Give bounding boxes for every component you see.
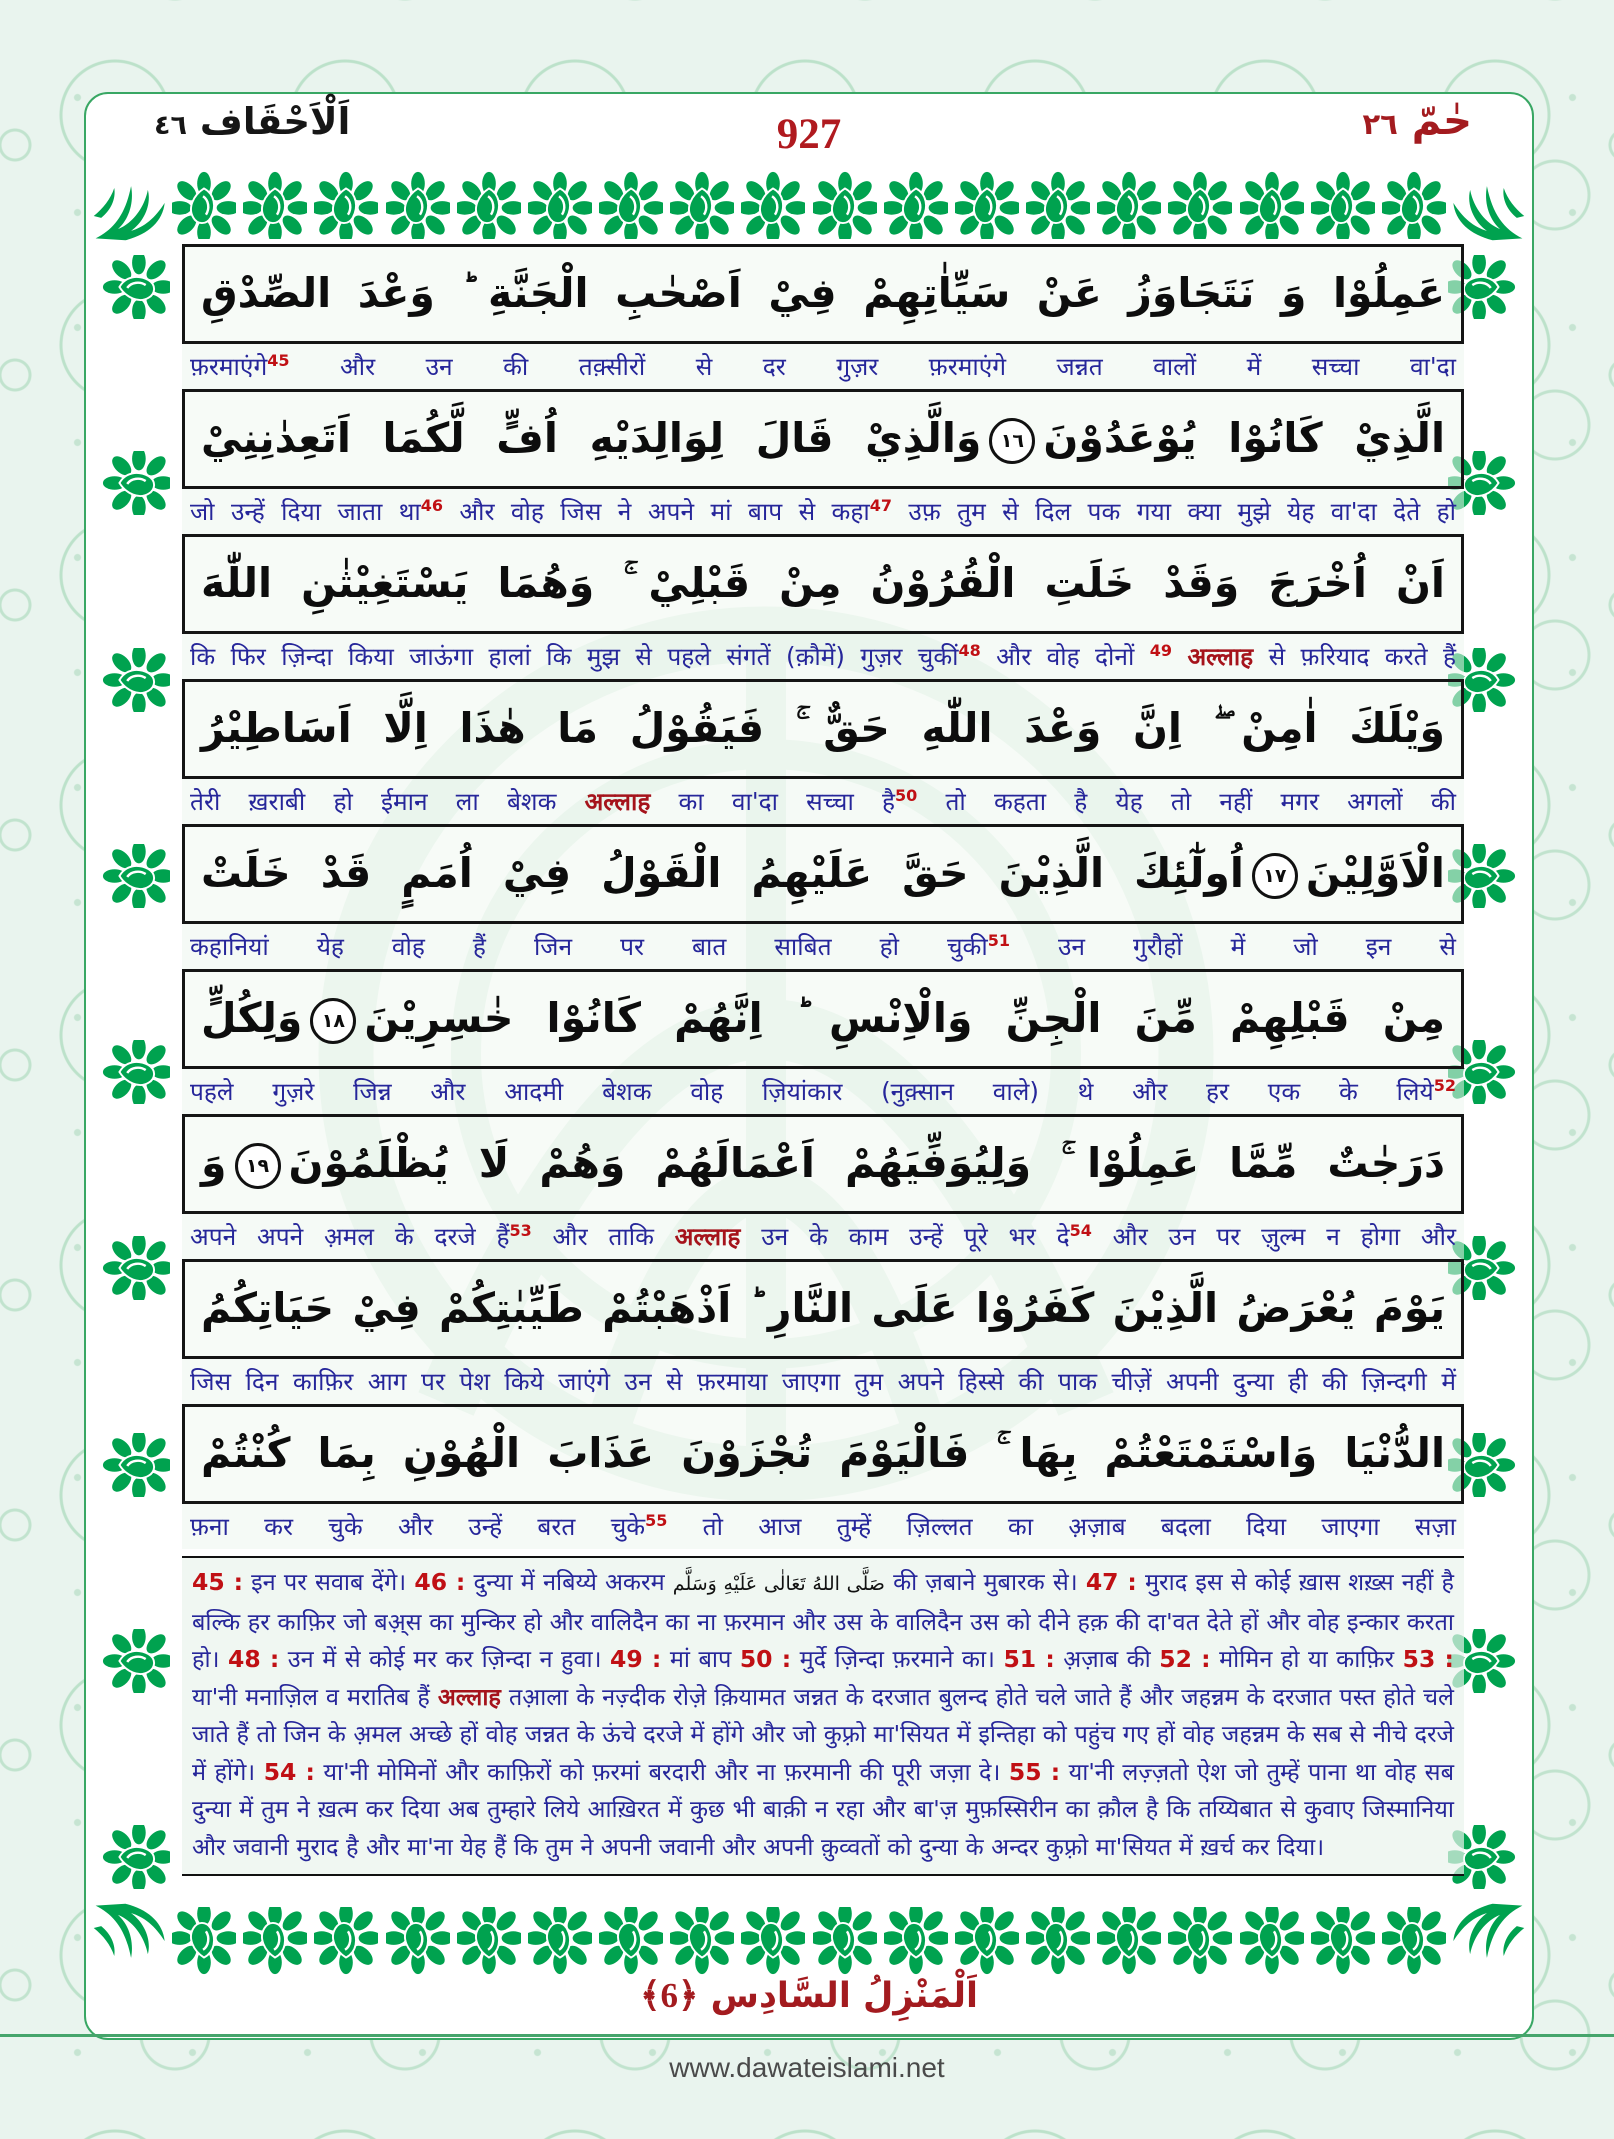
text-run: फ़रमाएंगे [190, 352, 268, 381]
text-run: يَوْمَ يُعْرَضُ الَّذِيْنَ كَفَرُوْا عَلَى النَّارِ ؕ اَذْهَبْتُمْ طَيِّبٰتِكُمْ فِيْ حَيَاتِكُمُ [201, 1284, 1445, 1332]
text-run: उन के काम उन्हें पूरे भर दे [740, 1222, 1070, 1251]
text-run: उन में से कोई मर कर ज़िन्दा न हुवा। [279, 1645, 611, 1673]
text-run: जिस दिन काफ़िर आग पर पेश किये जाएंगे उन से फ़रमाया जाएगा तुम अपने हिस्से की पाक चीज़ें अपनी दुन्या ही की ज़िन्दगी में [190, 1367, 1456, 1396]
footnote-number: 53 : [1402, 1645, 1454, 1673]
allah-word: अल्लाह [437, 1682, 501, 1711]
footnote-reference-superscript: 46 [420, 495, 443, 515]
text-run: وَيْلَكَ اٰمِنْ ۖ اِنَّ وَعْدَ اللّٰهِ حَقٌّ ۚ فَيَقُوْلُ مَا هٰذَا اِلَّا اَسَاطِيْرُ [201, 704, 1445, 752]
footnote-reference-superscript: 48 [958, 640, 981, 660]
text-run: और वोह दोनों [980, 642, 1150, 671]
surah-name: اَلْاَحْقَاف [199, 100, 351, 143]
paisley-ornament-icon [100, 255, 170, 319]
manzil-arabic: اَلْمَنْزِلُ السَّادِس [710, 1976, 979, 2016]
footer-divider-line [0, 2034, 1614, 2037]
website-url: www.dawateislami.net [669, 2052, 945, 2083]
footnote-number: 54 : [263, 1757, 315, 1786]
footnote-reference-superscript: 49 [1149, 640, 1173, 660]
text-run: और ताकि [531, 1222, 675, 1251]
text-run: का वा'दा सच्चा है [650, 787, 896, 816]
allah-word: अल्लाह [1187, 642, 1254, 671]
text-run: की ज़बाने मुबारक से। [884, 1568, 1086, 1596]
text-run: और उन की तक़्सीरों से दर गुज़र फ़रमाएंगे जन्नत वालों में सच्चा वा'दा [289, 352, 1456, 381]
juz-number: ٢٦ [1362, 107, 1398, 141]
paisley-ornament-icon [1026, 169, 1090, 239]
paisley-ornament-icon [741, 1907, 805, 1977]
paisley-ornament-icon [100, 1629, 170, 1693]
verse-number-medallion: ١٨ [310, 998, 356, 1044]
hindi-translation-band [182, 924, 1464, 969]
arabic-verse-band [182, 679, 1464, 779]
text-run: तेरी ख़राबी हो ईमान ला बेशक [190, 787, 585, 816]
footnote-number: 47 : [1085, 1568, 1137, 1596]
corner-flourish-icon [1444, 1900, 1528, 1984]
footnote-number: 45 : [192, 1568, 243, 1596]
text-run: अ़ज़ाब की [1054, 1645, 1160, 1673]
paisley-ornament-icon [386, 169, 450, 239]
text-run: उफ़ तुम से दिल पक गया क्या मुझे येह वा'दा देते हो [891, 497, 1457, 526]
corner-flourish-icon [1444, 160, 1528, 244]
paisley-ornament-icon [100, 648, 170, 712]
text-run: وَ [201, 1139, 227, 1187]
paisley-ornament-icon [670, 1907, 734, 1977]
paisley-ornament-icon [172, 169, 236, 239]
paisley-ornament-icon [670, 169, 734, 239]
verse-number-medallion: ١٧ [1252, 853, 1298, 899]
text-run: الدُّنْيَا وَاسْتَمْتَعْتُمْ بِهَا ۚ فَالْيَوْمَ تُجْزَوْنَ عَذَابَ الْهُوْنِ بِمَا كُنْتُمْ [201, 1429, 1445, 1477]
paisley-ornament-icon [172, 1907, 236, 1977]
leaf-spray-icon [90, 160, 174, 244]
paisley-ornament-icon [884, 1907, 948, 1977]
paisley-ornament-icon [100, 1433, 170, 1497]
text-run: اَنْ اُخْرَجَ وَقَدْ خَلَتِ الْقُرُوْنُ مِنْ قَبْلِيْ ۚ وَهُمَا يَسْتَغِيْثٰنِ اللّٰهَ [201, 559, 1445, 607]
footnote-number: 51 : [1003, 1645, 1055, 1673]
text-run [1172, 642, 1187, 671]
text-run: عَمِلُوْا وَ نَتَجَاوَزُ عَنْ سَيِّاٰتِهِمْ فِيْ اَصْحٰبِ الْجَنَّةِ ؕ وَعْدَ الصِّدْقِ [201, 269, 1445, 317]
arabic-verse-band [182, 244, 1464, 344]
paisley-ornament-icon [386, 1907, 450, 1977]
paisley-ornament-icon [741, 169, 805, 239]
paisley-ornament-icon [457, 169, 521, 239]
hindi-translation-band [182, 489, 1464, 534]
footnote-reference-superscript: 45 [267, 350, 290, 370]
footnote-reference-superscript: 51 [987, 930, 1010, 950]
paisley-ornament-icon [599, 1907, 663, 1977]
footnote-reference-superscript: 55 [645, 1510, 668, 1530]
paisley-ornament-icon [1382, 1907, 1446, 1977]
text-run: मुर्दे ज़िन्दा फ़रमाने का। [791, 1645, 1004, 1673]
paisley-ornament-icon [1311, 169, 1375, 239]
paisley-ornament-icon [1240, 1907, 1304, 1977]
footnotes-block [182, 1556, 1464, 1876]
leaf-spray-icon [1444, 1900, 1528, 1984]
hindi-translation-band [182, 1069, 1464, 1114]
paisley-ornament-icon [528, 169, 592, 239]
paisley-ornament-icon [884, 169, 948, 239]
text-run: मुराद इस से कोई ख़ास शख़्स नहीं है बल्कि हर काफ़िर जो बअ़्स का मुन्किर हो और वालिदैन का ना फ़रमान और उस के वालिदैन उस को दीने हक़ की दा'वत देते हों और वोह इन्कार करता हो। [192, 1568, 1454, 1673]
text-run: मां बाप [661, 1645, 740, 1673]
paisley-ornament-icon [599, 169, 663, 239]
text-run: तो आज तुम्हें ज़िल्लत का अ़ज़ाब बदला दिया जाएगा सज़ा [667, 1512, 1456, 1541]
text-run: اُولٰٓئِكَ الَّذِيْنَ حَقَّ عَلَيْهِمُ الْقَوْلُ فِيْ اُمَمٍ قَدْ خَلَتْ [201, 849, 1244, 897]
manzil-number: ﴿6﴾ [639, 1976, 699, 2015]
text-run: इन पर सवाब देंगे। [242, 1568, 415, 1596]
hindi-translation-band [182, 779, 1464, 824]
text-run: الَّذِيْ كَانُوْا يُوْعَدُوْنَ [1043, 414, 1445, 462]
paisley-ornament-icon [1026, 1907, 1090, 1977]
corner-flourish-icon [90, 160, 174, 244]
paisley-ornament-icon [1311, 1907, 1375, 1977]
footnote-reference-superscript: 54 [1069, 1220, 1092, 1240]
page-number: 927 [776, 111, 842, 158]
paisley-ornament-icon [1097, 169, 1161, 239]
arabic-verse-band [182, 824, 1464, 924]
juz-name: حٰمّ [1411, 98, 1472, 144]
manzil-label [86, 1976, 1532, 2016]
footnote-number: 55 : [1008, 1757, 1061, 1786]
text-run: तआ़ला के नज़्दीक रोज़े क़ियामत जन्नत के दरजात बुलन्द होते चले जाते हैं और जहन्नम के दरजात पस्त होते चले जाते हैं तो जिन के अ़मल अच्छे हों वोह जन्नत के ऊंचे दरजे में होंगे और जो कुफ़्रो मा'सियत में इन्तिहा को पहुंच गए हों वोह जहन्नम के सब से नीचे दरजे में होंगे। [192, 1682, 1454, 1786]
arabic-verse-band [182, 534, 1464, 634]
arabic-verse-band [182, 1259, 1464, 1359]
paisley-ornament-icon [1097, 1907, 1161, 1977]
text-run: कहानियां येह वोह हैं जिन पर बात साबित हो चुकी [190, 932, 988, 961]
verse-rows [182, 244, 1464, 1876]
hindi-translation-band [182, 1359, 1464, 1404]
hindi-translation-band [182, 344, 1464, 389]
verse-number-medallion: ١٦ [989, 418, 1035, 464]
text-run: अपने अपने अ़मल के दरजे हैं [190, 1222, 510, 1251]
paisley-ornament-icon [314, 169, 378, 239]
footnote-reference-superscript: 53 [509, 1220, 532, 1240]
paisley-ornament-icon [1240, 169, 1304, 239]
leaf-spray-icon [90, 1900, 174, 1984]
footnote-number: 46 : [414, 1568, 466, 1596]
text-run: या'नी लज़्ज़तो ऐश जो तुम्हें पाना था वोह सब दुन्या में तुम ने ख़त्म कर दिया अब तुम्हारे लिये आख़िरत में कुछ भी बाक़ी न रहा और बा'ज़ मुफ़स्सिरीन का क़ौल है कि तय्यिबात से कुवाए जिस्मानिया और जवानी मुराद है और मा'ना येह हैं कि तुम ने अपनी जवानी और अपनी क़ुव्वतों को दुन्या के अन्दर कुफ़्रो मा'सियत में ख़र्च कर दिया। [192, 1757, 1454, 1861]
arabic-verse-band [182, 1114, 1464, 1214]
page-card [84, 92, 1534, 2040]
text-run: دَرَجٰتٌ مِّمَّا عَمِلُوْا ۚ وَلِيُوَفِّيَهُمْ اَعْمَالَهُمْ وَهُمْ لَا يُظْلَمُوْنَ [288, 1139, 1445, 1187]
ornament-border-top [172, 168, 1446, 240]
text-run: या'नी मनाज़िल व मरातिब हैं [192, 1682, 438, 1711]
hindi-translation-band [182, 1504, 1464, 1549]
paisley-ornament-icon [100, 1236, 170, 1300]
text-run: कि फिर ज़िन्दा किया जाऊंगा हालां कि मुझ से पहले संगतें (क़ौमें) गुज़र चुकीं [190, 642, 959, 671]
footnote-number: 50 : [739, 1645, 792, 1673]
paisley-ornament-icon [955, 1907, 1019, 1977]
paisley-ornament-icon [100, 844, 170, 908]
hindi-translation-band [182, 634, 1464, 679]
paisley-ornament-icon [1382, 169, 1446, 239]
text-run: और उन पर ज़ुल्म न होगा और [1091, 1222, 1456, 1251]
paisley-ornament-icon [813, 169, 877, 239]
hindi-translation-band [182, 1214, 1464, 1259]
text-run: से फ़रियाद करते हैं [1253, 642, 1456, 671]
footnote-number: 48 : [227, 1645, 280, 1673]
text-run: दुन्या में नबिय्ये अकरम [465, 1568, 673, 1596]
inline-arabic-salutation: صَلَّى اللهُ تَعَالٰى عَلَيْهِ وَسَلَّم [672, 1573, 885, 1595]
arabic-verse-band [182, 1404, 1464, 1504]
text-run: الْاَوَّلِيْنَ [1305, 849, 1445, 897]
paisley-ornament-icon [457, 1907, 521, 1977]
paisley-ornament-icon [100, 1825, 170, 1889]
text-run: उन गुरौहों में जो इन से [1009, 932, 1456, 961]
footnote-reference-superscript: 47 [869, 495, 892, 515]
paisley-ornament-icon [100, 1040, 170, 1104]
text-run: وَلِكُلٍّ [201, 994, 303, 1042]
footnote-number: 49 : [610, 1645, 662, 1673]
footnote-reference-superscript: 52 [1433, 1075, 1456, 1095]
leaf-spray-icon [1444, 160, 1528, 244]
footnote-number: 52 : [1159, 1645, 1211, 1673]
paisley-ornament-icon [314, 1907, 378, 1977]
verse-number-medallion: ١٩ [235, 1143, 281, 1189]
text-run: तो कहता है येह तो नहीं मगर अगलों की [917, 787, 1456, 816]
corner-flourish-icon [90, 1900, 174, 1984]
text-run: जो उन्हें दिया जाता था [190, 497, 421, 526]
arabic-verse-band [182, 389, 1464, 489]
text-run: مِنْ قَبْلِهِمْ مِّنَ الْجِنِّ وَالْاِنْسِ ؕ اِنَّهُمْ كَانُوْا خٰسِرِيْنَ [364, 994, 1445, 1042]
paisley-ornament-icon [1168, 1907, 1232, 1977]
surah-number: ٤٦ [154, 110, 187, 141]
ornament-border-bottom [172, 1906, 1446, 1978]
juz-mark [1362, 98, 1472, 144]
paisley-ornament-icon [813, 1907, 877, 1977]
text-run: पहले गुज़रे जिन्न और आदमी बेशक वोह ज़ियांकार (नुक़्सान वाले) थे और हर एक के लिये [190, 1077, 1434, 1106]
ornament-border-left [100, 252, 170, 1892]
paisley-ornament-icon [528, 1907, 592, 1977]
paisley-ornament-icon [243, 1907, 307, 1977]
allah-word: अल्लाह [674, 1222, 741, 1251]
text-run: और वोह जिस ने अपने मां बाप से कहा [442, 497, 870, 526]
paisley-ornament-icon [243, 169, 307, 239]
footnote-reference-superscript: 50 [895, 785, 918, 805]
paisley-ornament-icon [1168, 169, 1232, 239]
paisley-ornament-icon [100, 451, 170, 515]
text-run: وَالَّذِيْ قَالَ لِوَالِدَيْهِ اُفٍّ لَّكُمَا اَتَعِدٰنِنِيْ [201, 414, 982, 462]
text-run: या'नी मोमिनों और काफ़िरों को फ़रमां बरदारी और ना फ़रमानी की पूरी जज़ा दे। [314, 1757, 1009, 1786]
allah-word: अल्लाह [584, 787, 651, 816]
text-run: फ़ना कर चुके और उन्हें बरत चुके [190, 1512, 646, 1541]
text-run: मोमिन हो या काफ़िर [1210, 1645, 1403, 1673]
arabic-verse-band [182, 969, 1464, 1069]
paisley-ornament-icon [955, 169, 1019, 239]
